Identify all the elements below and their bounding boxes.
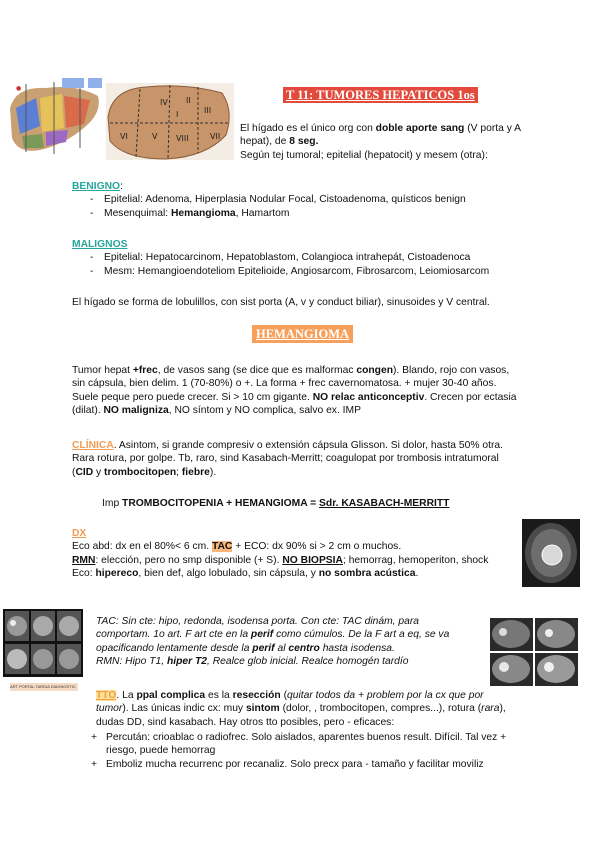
list-item: - Epitelial: Adenoma, Hiperplasia Nodular Focal, Cistoadenoma, quísticos benign — [86, 193, 532, 206]
liver-segments-illustration — [6, 78, 102, 160]
clinica-heading: CLÍNICA — [72, 440, 114, 451]
liver-photo-segments — [106, 83, 234, 160]
list-item: + Emboliz mucha recurrenc por recanaliz. Solo precx para - tamaño y facilitar moviliz — [88, 758, 518, 771]
benigno-heading: BENIGNO — [72, 181, 121, 192]
page-title-text: T 11: TUMORES HEPATICOS 1os — [283, 87, 478, 103]
tac-rmn-block: TAC: Sin cte: hipo, redonda, isodensa porta. Con cte: TAC dinám, para comportam. 1o art. F art cte en la perif como cúmulos. De la F art a eq, se va opacificando lentamente desde la perif al centro hasta isodensa. RMN: Hipo T1, hiper T2, Realce glob inicial. Realce homogén tardío — [96, 616, 450, 668]
ultrasound-image — [522, 519, 580, 587]
tto-paragraph: TTO. La ppal complica es la resección (quitar todos da + problem por la cx que por tumor). Las únicas indic cx: muy sintom (dolor, , trombocitopen, compres...), rotura (rara), dudas DD, sind kasabach. Hay otros tto posibles, pero - eficaces: — [96, 690, 506, 728]
liver-segment-label: II — [186, 96, 191, 105]
intro-paragraph: El hígado es el único org con doble aporte sang (V porta y A hepat), de 8 seg. Según tej tumoral; epitelial (hepatocit) y mesem (otra): — [240, 123, 521, 161]
tto-heading: TTO — [96, 690, 117, 701]
benigno-section: BENIGNO: - Epitelial: Adenoma, Hiperplasia Nodular Focal, Cistoadenoma, quísticos benign - Mesenquimal: Hemangioma, Hamartom — [72, 180, 532, 220]
list-item: - Mesm: Hemangioendoteliom Epitelioide, Angiosarcom, Fibrosarcom, Leiomiosarcom — [86, 265, 542, 278]
malignos-section — [72, 238, 542, 278]
imp-line: Imp TROMBOCITOPENIA + HEMANGIOMA = Sdr. KASABACH-MERRITT — [102, 498, 450, 509]
dx-heading: DX — [72, 528, 87, 539]
malignos-heading: MALIGNOS — [72, 239, 128, 250]
hemangioma-description: Tumor hepat +frec, de vasos sang (se dice que es malformac congen). Blando, rojo con vasos, sin cápsula, bien delim. 1 (70-80%) o +. La forma + frec cavernomatosa. + mujer 30-40 años. Suele peque pero puede crecer. Si > 10 cm gigante. NO relac anticonceptiv. Crecen por ectasia (dilat). NO maligniza, NO síntom y NO complica, salvo ex. IMP — [72, 365, 517, 417]
liver-segment-label: I — [176, 110, 179, 119]
liver-segment-label: IV — [160, 98, 168, 107]
svg-text:●: ● — [16, 85, 22, 92]
clinica-paragraph: CLÍNICA. Asintom, si grande compresiv o extensión cápsula Glisson. Si dolor, hasta 50% otra. Rara rotura, por golpe. Tb, raro, sind Kasabach-Merritt; coagulopat por trombosis intratumoral (CID y trombocitopen; fiebre). — [72, 440, 503, 478]
ct-caption: ART PORTAL TARDIA DIAGNOSTIC — [10, 683, 78, 691]
list-item: - Mesenquimal: Hemangioma, Hamartom — [86, 207, 532, 220]
liver-segment-label: VI — [120, 132, 128, 141]
dx-section: DX Eco abd: dx en el 80%< 6 cm. TAC + ECO: dx 90% si > 2 cm o muchos. RMN: elección, pero no smp disponible (+ S). NO BIOPSIA; hemorrag, hemoperiton, shock Eco: hipereco, bien def, algo lobulado, sin cápsula, y no sombra acústica. — [72, 528, 489, 580]
tto-options-list — [88, 731, 518, 771]
lobulillos-text: El hígado se forma de lobulillos, con sist porta (A, v y conduct biliar), sinusoides y V central. — [72, 297, 490, 308]
hemangioma-heading: HEMANGIOMA — [252, 325, 353, 343]
liver-segment-label: V — [152, 132, 158, 141]
liver-segment-label: VIII — [176, 134, 189, 143]
list-item: - Epitelial: Hepatocarcinom, Hepatoblastom, Colangioca intrahepát, Cistoadenoca — [86, 251, 542, 264]
liver-segment-label: VII — [210, 132, 221, 141]
page-title — [283, 86, 478, 104]
list-item: + Percután: crioablac o radiofrec. Solo aislados, aparentes buenos result. Difícil. Tal vez + riesgo, puede hemorrag — [88, 731, 518, 758]
ct-phases-images — [3, 609, 83, 677]
liver-segment-label: III — [204, 106, 212, 115]
ct-images-right — [489, 617, 579, 687]
